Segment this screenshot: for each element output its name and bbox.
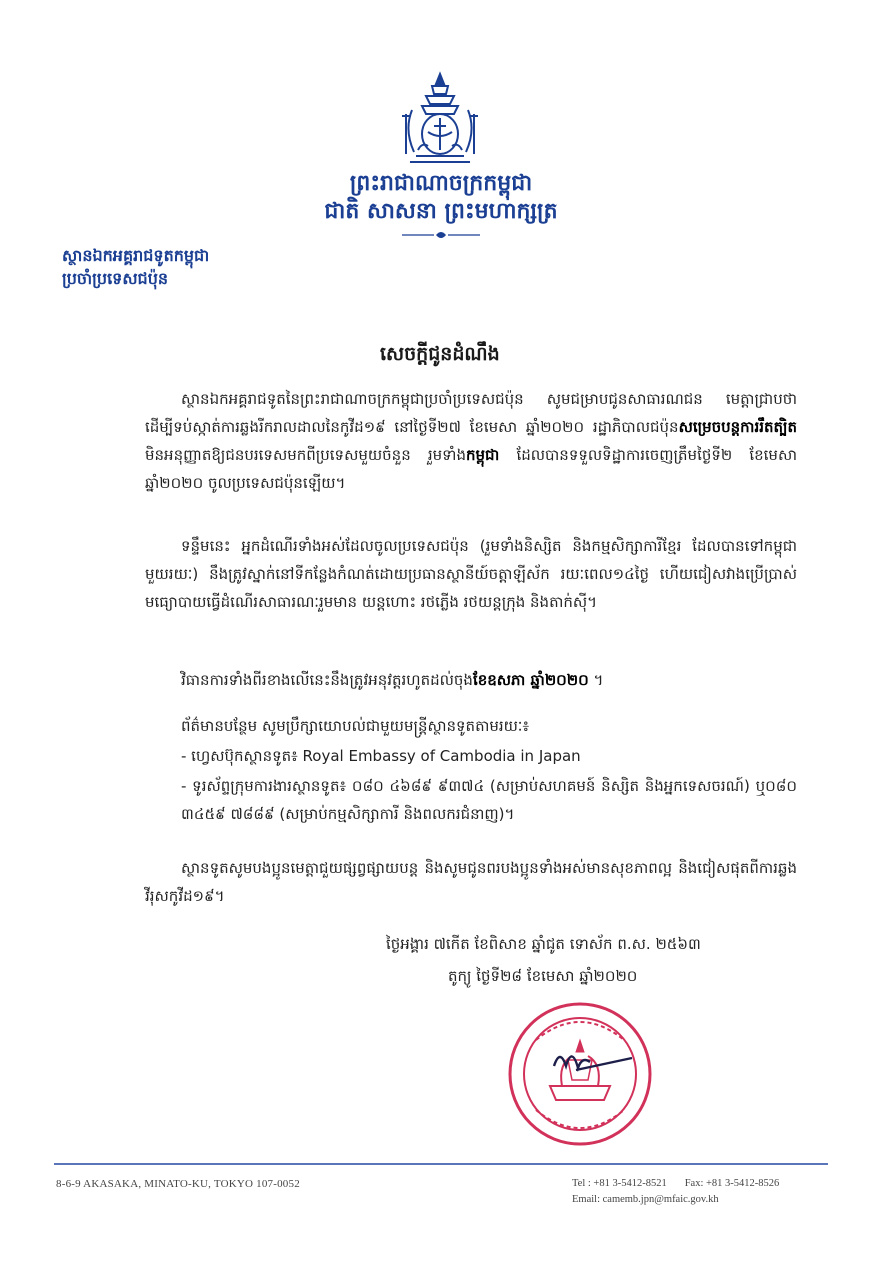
footer-contact <box>572 1176 834 1208</box>
kingdom-motto-line2: ជាតិ សាសនា ព្រះមហាក្សត្រ <box>324 199 558 224</box>
paragraph-1: ស្ថានឯកអគ្គរាជទូតនៃព្រះរាជាណាចក្រកម្ពុជាប្រចាំប្រទេសជប៉ុន សូមជម្រាបជូនសាធារណជន មេត្តាជ្រាបថា ដើម្បីទប់ស្កាត់ការឆ្លងរីករាលដាលនៃកូវីដ១៩ នៅថ្ងៃទី២៧ ខែមេសា ឆ្នាំ២០២០ រដ្ឋាភិបាលជប៉ុនសម្រេចបន្តការរឹតត្បិតមិនអនុញ្ញាតឱ្យជនបរទេសមកពីប្រទេសមួយចំនួន រួមទាំងកម្ពុជា ដែលបានទទួលទិដ្ឋាការចេញត្រឹមថ្ងៃទី២ ខែមេសា ឆ្នាំ២០២០ ចូលប្រទេសជប៉ុនឡើយ។ <box>145 390 797 492</box>
document-title: សេចក្តីជូនដំណឹង <box>380 343 500 365</box>
embassy-name-line2: ប្រចាំប្រទេសជប៉ុន <box>62 269 169 288</box>
embassy-name-line1: ស្ថានឯកអគ្គរាជទូតកម្ពុជា <box>62 246 210 265</box>
paragraph-3: វិធានការទាំងពីរខាងលើនេះនឹងត្រូវអនុវត្តរហូតដល់ចុងខែឧសភា ឆ្នាំ២០២០ ។ <box>181 671 604 689</box>
kingdom-title-line1: ព្រះរាជាណាចក្រកម្ពុជា <box>349 171 533 196</box>
embassy-seal-stamp <box>506 1000 654 1148</box>
facebook-page-name: Royal Embassy of Cambodia in Japan <box>302 747 581 765</box>
paragraph-1-emphasis-1: សម្រេចបន្តការរឹតត្បិត <box>678 418 797 436</box>
date-solar: តូក្យូ ថ្ងៃទី២៨ ខែមេសា ឆ្នាំ២០២០ <box>448 967 638 985</box>
footer-fax: Fax: +81 3-5412-8526 <box>684 1178 780 1189</box>
title-ornament-divider <box>400 230 482 240</box>
footer-address: 8-6-9 AKASAKA, MINATO-KU, TOKYO 107-0052 <box>56 1178 300 1190</box>
paragraph-3-emphasis: ខែឧសភា ឆ្នាំ២០២០ <box>472 671 589 689</box>
footer-tel: Tel : +81 3-5412-8521 <box>572 1178 667 1189</box>
royal-coat-of-arms-icon <box>392 70 488 166</box>
contact-bullet-facebook: - ហ្វេសប៊ុកស្ថានទូត៖ Royal Embassy of Cambodia in Japan <box>181 747 581 765</box>
footer-divider <box>54 1163 828 1165</box>
paragraph-1-emphasis-2: កម្ពុជា <box>465 446 500 464</box>
paragraph-2: ទន្ទឹមនេះ អ្នកដំណើរទាំងអស់ដែលចូលប្រទេសជប៉ុន (រួមទាំងនិស្សិត និងកម្មសិក្សាការីខ្មែរ ដែលបានទៅកម្ពុជាមួយរយៈ) នឹងត្រូវស្នាក់នៅទីកន្លែងកំណត់ដោយប្រធានស្ថានីយ៍ចត្តាឡីស័ក រយៈពេល១៤ថ្ងៃ ហើយជៀសវាងប្រើប្រាស់មធ្យោបាយធ្វើដំណើរសាធារណៈរួមមាន យន្តហោះ រថភ្លើង រថយន្តក្រុង និងតាក់ស៊ី។ <box>145 537 797 611</box>
contact-lead-text: ព័ត៌មានបន្ថែម សូមប្រឹក្សាយោបល់ជាមួយមន្ត្រីស្ថានទូតតាមរយៈ៖ <box>181 717 530 735</box>
contact-bullet-phone: - ទូរស័ព្ទក្រុមការងារស្ថានទូត៖ ០៨០ ៤៦៨៩ ៩៣៧៤ (សម្រាប់សហគមន៍ និស្សិត និងអ្នកទេសចរណ៍) ឬ០៨០ ៣៤៥៩ ៧៨៨៩ (សម្រាប់កម្មសិក្សាការី និងពលករជំនាញ)។ <box>181 777 797 823</box>
date-lunar: ថ្ងៃអង្គារ ៧កើត ខែពិសាខ ឆ្នាំជូត ទោស័ក ព.ស. ២៥៦៣ <box>386 935 701 953</box>
footer-email: Email: camemb.jpn@mfaic.gov.kh <box>572 1194 719 1205</box>
paragraph-4: ស្ថានទូតសូមបងប្អូនមេត្តាជួយផ្សព្វផ្សាយបន្ត និងសូមជូនពរបងប្អូនទាំងអស់មានសុខភាពល្អ និងជៀសផុតពីការឆ្លងវីរុសកូវីដ១៩។ <box>145 859 797 905</box>
